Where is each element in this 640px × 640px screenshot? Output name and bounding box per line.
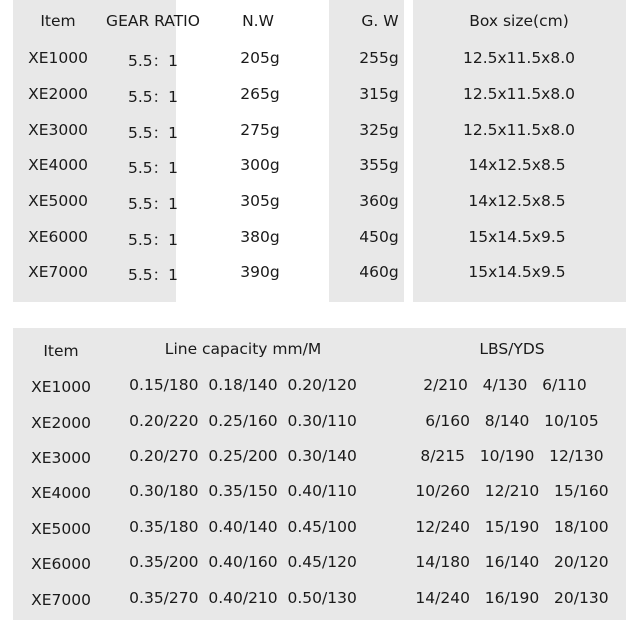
spec-gw: 450g xyxy=(359,228,399,246)
capacity-item: XE6000 xyxy=(31,555,91,573)
capacity-lbs-yds: 6/160 8/140 10/105 xyxy=(425,412,599,430)
spec-nw: 305g xyxy=(240,192,280,210)
capacity-panel xyxy=(13,328,626,620)
capacity-table xyxy=(0,328,640,620)
spec-header-nw: N.W xyxy=(242,12,274,30)
spec-gear-ratio: 5.5：1 xyxy=(127,88,179,106)
spec-gear-ratio: 5.5：1 xyxy=(127,195,179,213)
capacity-lbs-yds: 14/240 16/190 20/130 xyxy=(415,589,609,607)
capacity-lbs-yds: 14/180 16/140 20/120 xyxy=(415,553,609,571)
spec-item: XE5000 xyxy=(28,192,88,210)
capacity-header-line-capacity: Line capacity mm/M xyxy=(164,340,322,358)
capacity-item: XE7000 xyxy=(31,591,91,609)
spec-gw: 325g xyxy=(359,121,399,139)
spec-gw: 460g xyxy=(359,263,399,281)
capacity-line: 0.20/270 0.25/200 0.30/140 xyxy=(129,447,357,465)
spec-item: XE4000 xyxy=(28,156,88,174)
spec-header-box-size: Box size(cm) xyxy=(469,12,569,30)
capacity-item: XE1000 xyxy=(31,378,91,396)
spec-panel-box xyxy=(413,0,626,302)
capacity-line: 0.35/200 0.40/160 0.45/120 xyxy=(129,553,357,571)
spec-nw: 275g xyxy=(240,121,280,139)
spec-nw: 265g xyxy=(240,85,280,103)
capacity-lbs-yds: 8/215 10/190 12/130 xyxy=(420,447,604,465)
spec-item: XE6000 xyxy=(28,228,88,246)
capacity-line: 0.35/270 0.40/210 0.50/130 xyxy=(129,589,357,607)
capacity-item: XE2000 xyxy=(31,414,91,432)
spec-gw: 360g xyxy=(359,192,399,210)
capacity-header-lbs-yds: LBS/YDS xyxy=(479,340,545,358)
capacity-lbs-yds: 10/260 12/210 15/160 xyxy=(415,482,609,500)
spec-nw: 300g xyxy=(240,156,280,174)
spec-item: XE1000 xyxy=(28,49,88,67)
spec-gear-ratio: 5.5：1 xyxy=(127,231,179,249)
capacity-item: XE4000 xyxy=(31,484,91,502)
spec-box-size: 12.5x11.5x8.0 xyxy=(462,49,576,67)
spec-box-size: 14x12.5x8.5 xyxy=(468,156,566,174)
capacity-line: 0.20/220 0.25/160 0.30/110 xyxy=(129,412,357,430)
spec-header-item: Item xyxy=(40,12,76,30)
capacity-item: XE3000 xyxy=(31,449,91,467)
spec-header-gear-ratio: GEAR RATIO xyxy=(106,12,200,30)
capacity-line: 0.35/180 0.40/140 0.45/100 xyxy=(129,518,357,536)
spec-panel-item-ratio xyxy=(13,0,179,302)
capacity-line: 0.30/180 0.35/150 0.40/110 xyxy=(129,482,357,500)
spec-item: XE7000 xyxy=(28,263,88,281)
spec-box-size: 14x12.5x8.5 xyxy=(468,192,566,210)
spec-gear-ratio: 5.5：1 xyxy=(127,52,179,70)
spec-box-size: 15x14.5x9.5 xyxy=(468,263,566,281)
capacity-lbs-yds: 12/240 15/190 18/100 xyxy=(415,518,609,536)
spec-gw: 255g xyxy=(359,49,399,67)
spec-gear-ratio: 5.5：1 xyxy=(127,124,179,142)
capacity-header-item: Item xyxy=(43,342,79,360)
spec-gear-ratio: 5.5：1 xyxy=(127,159,179,177)
spec-nw: 390g xyxy=(240,263,280,281)
capacity-line: 0.15/180 0.18/140 0.20/120 xyxy=(129,376,357,394)
spec-gear-ratio: 5.5：1 xyxy=(127,266,179,284)
spec-table xyxy=(0,0,640,302)
spec-box-size: 15x14.5x9.5 xyxy=(468,228,566,246)
spec-item: XE2000 xyxy=(28,85,88,103)
spec-nw: 205g xyxy=(240,49,280,67)
spec-item: XE3000 xyxy=(28,121,88,139)
spec-nw: 380g xyxy=(240,228,280,246)
spec-box-size: 12.5x11.5x8.0 xyxy=(462,121,576,139)
capacity-lbs-yds: 2/210 4/130 6/110 xyxy=(423,376,587,394)
spec-header-gw: G. W xyxy=(361,12,399,30)
spec-gw: 315g xyxy=(359,85,399,103)
capacity-item: XE5000 xyxy=(31,520,91,538)
spec-box-size: 12.5x11.5x8.0 xyxy=(462,85,576,103)
spec-gw: 355g xyxy=(359,156,399,174)
spec-panel-gw xyxy=(329,0,404,302)
